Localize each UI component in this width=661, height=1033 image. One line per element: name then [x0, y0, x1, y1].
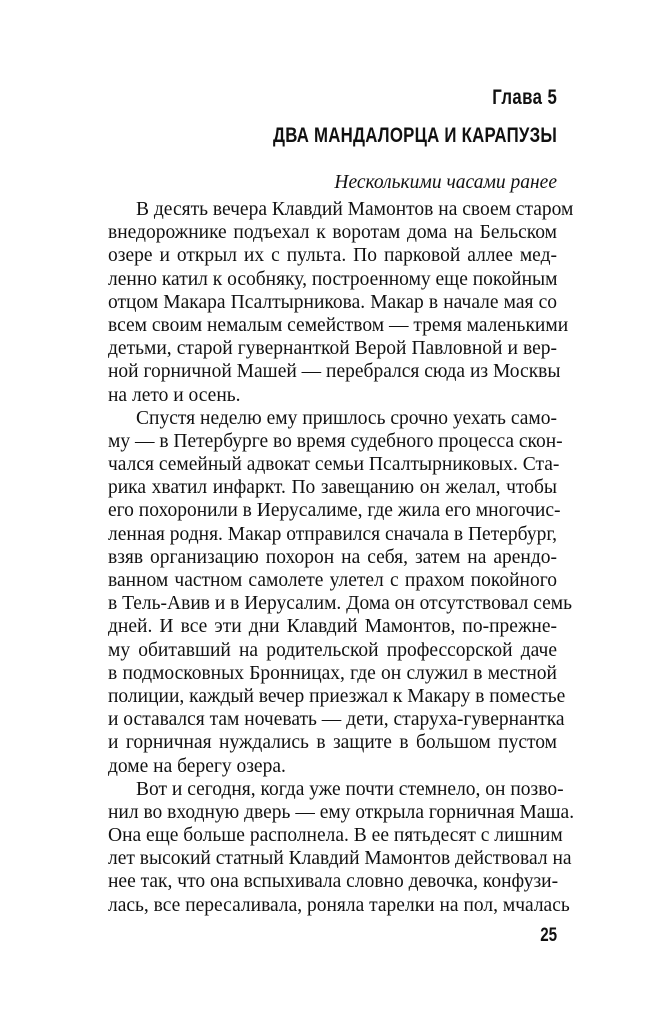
- text-line: отцом Макара Псалтырникова. Макар в начале мая со: [108, 291, 557, 313]
- text-line: Вот и сегодня, когда уже почти стемнело, он позво-: [136, 778, 564, 800]
- text-line: внедорожнике подъехал к воротам дома на Бельском: [108, 222, 557, 244]
- text-line: В десять вечера Клавдий Мамонтов на своем старом: [136, 199, 574, 220]
- text-line: нил во входную дверь — ему открыла горничная Маша.: [108, 801, 575, 823]
- chapter-label: Глава 5: [492, 86, 557, 109]
- text-line: ленная родня. Макар отправился сначала в Петербург,: [108, 523, 557, 545]
- text-line: Спустя неделю ему пришлось срочно уехать само-: [136, 407, 557, 429]
- text-line: всем своим немалым семейством — тремя маленькими: [108, 314, 569, 336]
- text-line: его похоронили в Иерусалиме, где жила его многочис-: [108, 500, 561, 522]
- text-line: ванном частном самолете улетел с прахом покойного: [108, 570, 557, 591]
- text-line: и оставался там ночевать — дети, старуха-гувернантка: [108, 709, 565, 731]
- text-line: и горничная нуждались в защите в большом пустом: [108, 732, 557, 754]
- text-line: детьми, старой гувернанткой Верой Павловной и вер-: [108, 338, 557, 360]
- text-line: доме на берегу озера.: [108, 755, 286, 777]
- chapter-title: ДВА МАНДАЛОРЦА И КАРАПУЗЫ: [272, 124, 557, 147]
- text-line: дней. И все эти дни Клавдий Мамонтов, по-прежне-: [108, 616, 557, 638]
- text-line: Она еще больше располнела. В ее пятьдесят с лишним: [108, 825, 563, 847]
- text-line: полиции, каждый вечер приезжал к Макару в поместье: [108, 685, 566, 707]
- text-line: взяв организацию похорон на себя, затем на арендо-: [108, 546, 557, 568]
- text-line: чался семейный адвокат семьи Псалтырниковых. Ста-: [108, 454, 560, 476]
- text-line: озере и открыл их с пульта. По парковой аллее мед-: [108, 245, 557, 267]
- text-line: ленно катил к особняку, построенному еще покойным: [108, 268, 558, 290]
- text-line: ной горничной Машей — перебрался сюда из Москвы: [108, 361, 561, 383]
- text-line: лет высокий статный Клавдий Мамонтов действовал на: [108, 848, 572, 870]
- text-line: му — в Петербурге во время судебного процесса скон-: [108, 430, 563, 452]
- text-line: на лето и осень.: [108, 384, 241, 406]
- body-text: [108, 198, 575, 917]
- text-line: му обитавший на родительской профессорской даче: [108, 639, 557, 661]
- page-number: 25: [540, 925, 557, 946]
- epigraph: Несколькими часами ранее: [334, 172, 557, 193]
- text-line: лась, все пересаливала, роняла тарелки на пол, мчалась: [108, 894, 570, 916]
- text-line: в подмосковных Бронницах, где он служил в местной: [108, 662, 557, 684]
- text-line: нее так, что она вспыхивала словно девочка, конфузи-: [108, 871, 559, 893]
- text-line: рика хватил инфаркт. По завещанию он желал, чтобы: [108, 477, 557, 499]
- text-line: в Тель-Авив и в Иерусалим. Дома он отсутствовал семь: [108, 593, 572, 615]
